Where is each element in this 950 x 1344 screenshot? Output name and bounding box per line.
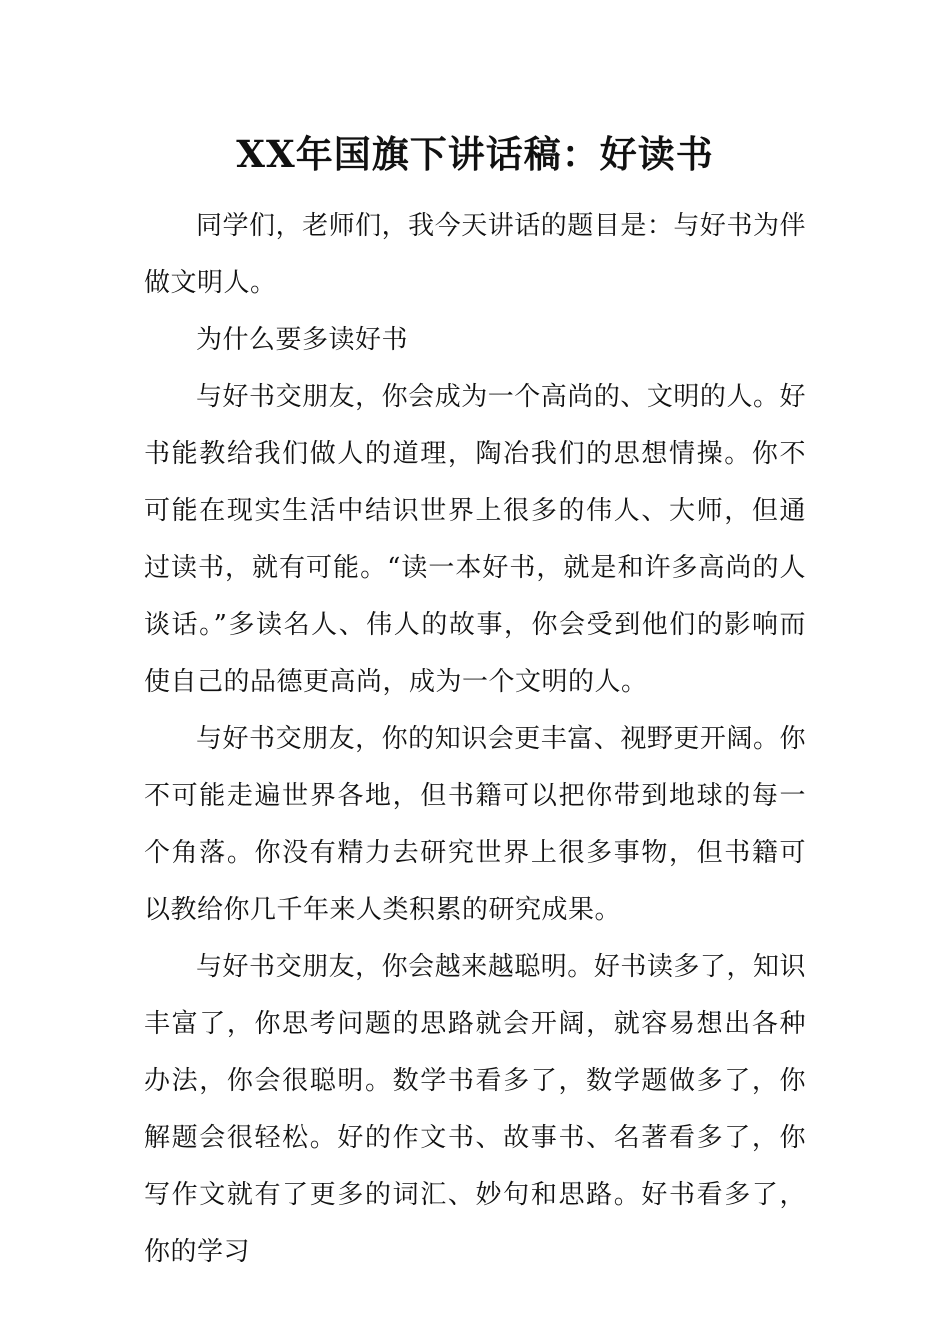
paragraph-heading-why: 为什么要多读好书: [196, 325, 409, 355]
paragraph-noble: 与好书交朋友，你会成为一个高尚的、文明的人。好书能教给我们做人的道理，陶冶我们的思想情操。你不可能在现实生活中结识世界上很多的伟人、大师，但通过读书，就有可能。“读一本好书，就是和许多高尚的人谈话。”多读名人、伟人的故事，你会受到他们的影响而使自己的品德更高尚，成为一个文明的人。: [144, 382, 806, 697]
paragraph-knowledge: 与好书交朋友，你的知识会更丰富、视野更开阔。你不可能走遍世界各地，但书籍可以把你带到地球的每一个角落。你没有精力去研究世界上很多事物，但书籍可以教给你几千年来人类积累的研究成果。: [144, 724, 806, 925]
paragraph-smart: 与好书交朋友，你会越来越聪明。好书读多了，知识丰富了，你思考问题的思路就会开阔，就容易想出各种办法，你会很聪明。数学书看多了，数学题做多了，你解题会很轻松。好的作文书、故事书、名著看多了，你写作文就有了更多的词汇、妙句和思路。好书看多了，你的学习: [144, 952, 806, 1267]
paragraph-greeting: 同学们，老师们，我今天讲话的题目是：与好书为伴做文明人。: [144, 211, 806, 298]
document-title: XX年国旗下讲话稿：好读书: [236, 132, 714, 176]
